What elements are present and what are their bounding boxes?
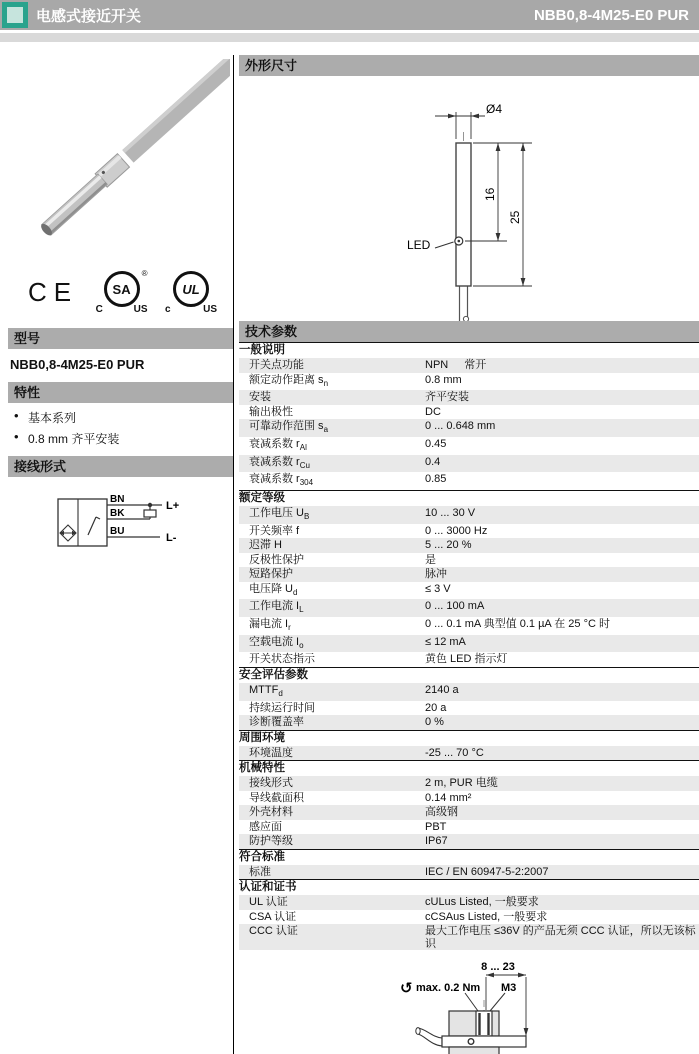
param-value: 0 ... 3000 Hz — [425, 524, 488, 537]
ul-canada-label: c — [165, 304, 171, 315]
param-label: 开关点功能 — [249, 359, 304, 371]
param-label-subscript: B — [304, 512, 310, 522]
certification-logos — [8, 266, 233, 318]
feature-item: • 0.8 mm 齐平安装 — [14, 430, 231, 447]
param-value: PBT — [425, 820, 447, 833]
table-row — [239, 701, 699, 716]
table-row — [239, 791, 699, 806]
connection-section-header: 接线形式 — [8, 456, 233, 477]
param-value: ≤ 12 mA — [425, 635, 466, 648]
param-value: 2 m, PUR 电缆 — [425, 777, 498, 790]
param-value: 0.85 — [425, 473, 447, 486]
length-16-label: 16 — [483, 187, 497, 201]
param-value: 最大工作电压 ≤36V 的产品无须 CCC 认证，所以无该标识 — [425, 925, 696, 950]
product-photo-image — [8, 59, 230, 264]
param-value: 0 ... 0.1 mA 典型值 0.1 µA 在 25 °C 时 — [425, 618, 610, 630]
table-section-header: 一般说明 — [239, 342, 699, 358]
led-label: LED — [407, 238, 431, 252]
param-label: 工作电压 $U_B$ — [249, 506, 310, 522]
param-value: 是 — [425, 553, 436, 566]
tech-table — [239, 342, 699, 950]
param-label-subscript: o — [299, 640, 304, 650]
right-column — [233, 55, 699, 1054]
left-column — [8, 55, 233, 1054]
param-value: 脉冲 — [425, 568, 447, 581]
param-label: 标准 — [249, 865, 271, 878]
param-value: 齐平安装 — [425, 391, 469, 404]
param-label: 开关状态指示 — [249, 653, 315, 666]
param-label: 输出极性 — [249, 405, 293, 418]
table-row — [239, 652, 699, 667]
dimensions-section-header: 外形尺寸 — [239, 55, 699, 76]
param-value-2: 常开 — [464, 359, 487, 371]
param-value: IEC / EN 60947-5-2:2007 — [425, 865, 549, 878]
param-value: cCSAus Listed, 一般要求 — [425, 910, 548, 923]
table-row — [239, 599, 699, 617]
param-label: 开关频率 f — [249, 524, 300, 537]
product-photo — [8, 59, 233, 264]
param-label: 衰减系数 $r_{Cu}$ — [249, 455, 310, 470]
model-value: NBB0,8-4M25-E0 PUR — [10, 357, 145, 372]
mounting-drawing-svg — [399, 960, 699, 1054]
table-row — [239, 419, 699, 437]
ce-mark-icon: CE — [28, 276, 79, 307]
param-label: 迟滞 H — [249, 539, 282, 552]
table-row — [239, 683, 699, 701]
param-label: 衰减系数 $r_{Al}$ — [249, 437, 307, 453]
param-label-subscript: 304 — [299, 478, 314, 488]
table-row — [239, 617, 699, 635]
mount-dim-label: 8 ... 23 — [481, 961, 515, 974]
length-25-label: 25 — [508, 210, 522, 224]
param-value: 5 ... 20 % — [425, 539, 472, 552]
table-section-header: 额定等级 — [239, 490, 699, 506]
param-label: 短路保护 — [249, 568, 293, 581]
table-row — [239, 373, 699, 391]
table-section-header: 安全评估参数 — [239, 667, 699, 683]
table-row — [239, 358, 699, 373]
table-row — [239, 910, 699, 925]
param-label-subscript: r — [288, 623, 291, 633]
table-row — [239, 865, 699, 880]
model-section-header: 型号 — [8, 328, 233, 349]
param-label: CCC 认证 — [249, 925, 298, 938]
param-label: 安装 — [249, 391, 271, 404]
dimension-drawing — [239, 76, 699, 321]
param-label: 工作电流 $I_L$ — [249, 600, 304, 615]
param-label: 电压降 $U_d$ — [249, 582, 298, 597]
param-label-subscript: Cu — [299, 460, 310, 470]
param-label: 空载电流 $I_o$ — [249, 635, 304, 650]
model-section — [8, 328, 233, 372]
param-value: IP67 — [425, 835, 448, 848]
param-label: $MTTF_d$ — [249, 683, 283, 699]
param-label-subscript: Al — [299, 443, 307, 453]
table-section-header: 机械特性 — [239, 760, 699, 776]
features-section-header: 特性 — [8, 382, 233, 403]
csa-registered-mark: ® — [141, 269, 148, 278]
feature-item: • 基本系列 — [14, 409, 231, 426]
table-section-header: 认证和证书 — [239, 879, 699, 895]
mounting-drawing — [239, 960, 699, 1054]
csa-canada-label: C — [95, 304, 103, 315]
param-label: 感应面 — [249, 820, 282, 833]
thread-label: M3 — [501, 982, 517, 995]
param-label: 外壳材料 — [249, 806, 293, 819]
table-row — [239, 820, 699, 835]
param-label-subscript: a — [323, 425, 329, 435]
table-row — [239, 538, 699, 553]
param-label: UL 认证 — [249, 896, 288, 909]
table-section-header: 符合标准 — [239, 849, 699, 865]
terminal-lplus-label: L+ — [166, 500, 180, 512]
csa-monogram: SA — [104, 271, 140, 307]
page-title: 电感式接近开关 — [36, 7, 142, 25]
param-value: NPN — [425, 359, 449, 371]
table-row — [239, 472, 699, 490]
torque-rotation-icon: ↺ — [400, 980, 413, 998]
param-value: -25 ... 70 °C — [425, 746, 484, 759]
table-row — [239, 553, 699, 568]
connection-section — [8, 456, 233, 557]
table-row — [239, 567, 699, 582]
param-value: 0.4 — [425, 455, 441, 468]
table-row — [239, 455, 699, 473]
param-value: 0 ... 0.648 mm — [425, 420, 496, 433]
table-row — [239, 582, 699, 600]
torque-label: max. 0.2 Nm — [416, 982, 481, 995]
technical-data-section — [239, 321, 699, 950]
param-value: 高级钢 — [425, 806, 458, 819]
table-row — [239, 390, 699, 405]
param-label: 衰减系数 $r_{304}$ — [249, 473, 314, 488]
param-label-subscript: n — [323, 378, 329, 388]
param-label: 可靠动作范围 $s_a$ — [249, 420, 329, 435]
param-label: 额定动作距离 $s_n$ — [249, 373, 329, 388]
param-value: ≤ 3 V — [425, 582, 451, 595]
param-value: 黄色 LED 指示灯 — [425, 653, 508, 666]
param-value: DC — [425, 405, 441, 418]
param-label-subscript: d — [293, 587, 298, 597]
wiring-diagram — [50, 491, 240, 557]
table-row — [239, 437, 699, 455]
table-section-header: 周围环境 — [239, 730, 699, 746]
terminal-lminus-label: L- — [166, 532, 177, 544]
ul-monogram: UL — [173, 271, 209, 307]
features-list — [8, 403, 233, 447]
wire-bn-label: BN — [110, 494, 125, 505]
param-label-subscript: L — [299, 605, 304, 615]
header-substrip — [0, 33, 699, 42]
dimension-drawing-svg — [239, 76, 692, 321]
param-label: 持续运行时间 — [249, 701, 315, 714]
wire-bk-label: BK — [110, 508, 125, 519]
param-value: 0 % — [425, 716, 444, 729]
table-row — [239, 405, 699, 420]
param-value: 0.14 mm² — [425, 791, 472, 804]
param-label: 环境温度 — [249, 746, 293, 759]
diameter-label: Ø4 — [486, 102, 503, 116]
table-row — [239, 805, 699, 820]
table-row — [239, 776, 699, 791]
param-label: 反极性保护 — [249, 553, 304, 566]
param-label: 漏电流 $I_r$ — [249, 618, 291, 633]
table-row — [239, 924, 699, 950]
ul-logo-icon — [165, 269, 217, 315]
param-label: CSA 认证 — [249, 910, 297, 923]
table-row — [239, 746, 699, 761]
param-value: 2140 a — [425, 683, 459, 696]
param-label: 诊断覆盖率 — [249, 716, 304, 729]
param-value: 10 ... 30 V — [425, 506, 476, 519]
param-value: cULus Listed, 一般要求 — [425, 896, 539, 909]
wire-bu-label: BU — [110, 526, 125, 537]
page-header — [0, 0, 699, 30]
param-value: 20 a — [425, 701, 447, 714]
table-row — [239, 506, 699, 524]
table-row — [239, 715, 699, 730]
param-value: 0.45 — [425, 437, 447, 450]
ul-us-label: US — [203, 304, 217, 315]
part-number: NBB0,8-4M25-E0 PUR — [533, 6, 689, 24]
dimensions-section — [239, 55, 699, 321]
param-label: 导线截面积 — [249, 791, 304, 804]
csa-logo-icon — [96, 269, 148, 315]
param-label: 接线形式 — [249, 777, 293, 790]
table-row — [239, 895, 699, 910]
features-section — [8, 382, 233, 447]
param-label: 防护等级 — [249, 835, 293, 848]
technical-data-header: 技术参数 — [239, 321, 699, 342]
table-row — [239, 524, 699, 539]
param-value: 0 ... 100 mA — [425, 600, 485, 613]
table-row — [239, 834, 699, 849]
table-row — [239, 635, 699, 653]
param-value: 0.8 mm — [425, 373, 462, 386]
csa-us-label: US — [133, 304, 148, 315]
param-label-subscript: d — [278, 689, 283, 699]
brand-square-icon — [2, 2, 28, 28]
content-columns — [0, 55, 699, 1054]
